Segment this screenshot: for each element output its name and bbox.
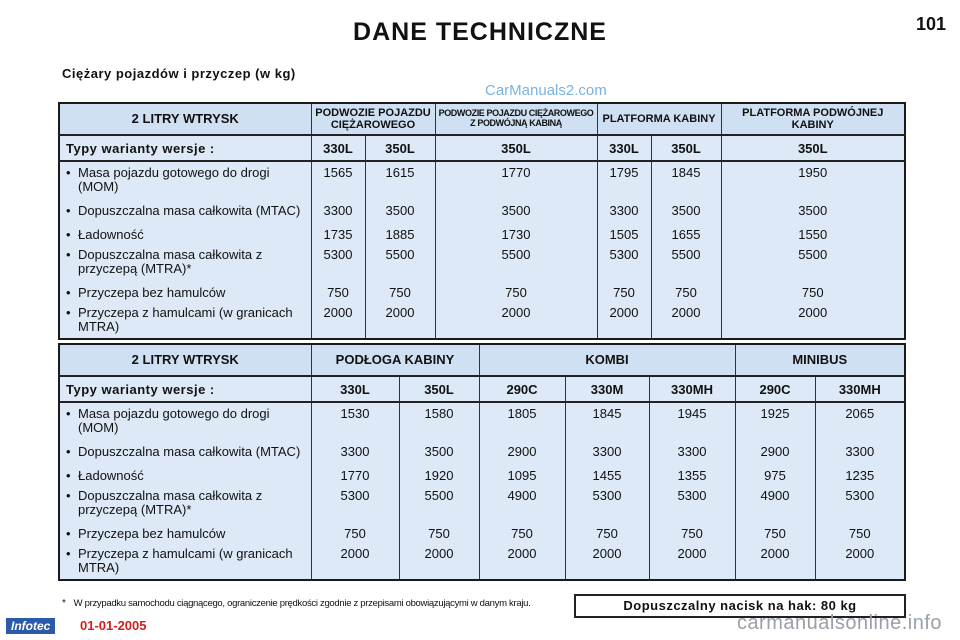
value-cell: 2000 <box>340 546 370 561</box>
value-cell: 2000 <box>671 305 701 320</box>
value-cell: 1550 <box>798 227 828 242</box>
weights-table-2 <box>58 343 906 581</box>
value-cell: 3300 <box>845 444 875 459</box>
value-cell: 5500 <box>501 247 531 262</box>
row-label: • Dopuszczalna masa całkowita z przyczepą (MTRA)* <box>66 248 307 276</box>
value-cell: 5300 <box>592 488 622 503</box>
value-cell: 750 <box>389 285 411 300</box>
value-cell: 5500 <box>385 247 415 262</box>
value-cell: 2900 <box>760 444 790 459</box>
value-cell: 1945 <box>677 406 707 421</box>
value-cell: 1235 <box>845 468 875 483</box>
value-column <box>311 402 399 580</box>
value-cell: 4900 <box>507 488 537 503</box>
value-cell: 2000 <box>385 305 415 320</box>
version-cell: 350L <box>365 135 435 161</box>
version-cell: 330MH <box>815 376 905 402</box>
versions-row <box>59 376 905 402</box>
value-cell: 5300 <box>323 247 353 262</box>
engine-header: 2 LITRY WTRYSK <box>59 344 311 376</box>
site-watermark: carmanualsonline.info <box>736 612 942 634</box>
value-cell: 750 <box>764 526 786 541</box>
row-label: • Ładowność <box>66 228 307 242</box>
data-body-row <box>59 161 905 339</box>
value-cell: 1885 <box>385 227 415 242</box>
value-column <box>815 402 905 580</box>
value-cell: 1735 <box>323 227 353 242</box>
value-cell: 5500 <box>671 247 701 262</box>
value-cell: 1355 <box>677 468 707 483</box>
value-cell: 750 <box>344 526 366 541</box>
value-cell: 3300 <box>323 203 353 218</box>
value-cell: 1805 <box>507 406 537 421</box>
weights-table-1 <box>58 102 906 340</box>
footnote <box>62 598 530 609</box>
value-cell: 750 <box>596 526 618 541</box>
value-cell: 3500 <box>424 444 454 459</box>
row-label: • Masa pojazdu gotowego do drogi (MOM) <box>66 407 307 435</box>
watermark-text: CarManuals2.com <box>485 82 607 99</box>
value-cell: 1615 <box>385 165 415 180</box>
value-cell: 2000 <box>845 546 875 561</box>
value-cell: 975 <box>764 468 786 483</box>
header-platform-double-cab: PLATFORMA PODWÓJNEJ KABINY <box>721 103 905 135</box>
value-column <box>365 161 435 339</box>
header-chassis-cab: PODWOZIE POJAZDU CIĘŻAROWEGO <box>311 103 435 135</box>
row-labels-cell <box>59 402 311 580</box>
value-cell: 1455 <box>592 468 622 483</box>
value-cell: 2000 <box>323 305 353 320</box>
data-body-row <box>59 402 905 580</box>
value-cell: 750 <box>848 526 871 541</box>
row-label: • Przyczepa z hamulcami (w granicach MTRA) <box>66 306 307 334</box>
value-cell: 1095 <box>507 468 537 483</box>
value-column <box>735 402 815 580</box>
value-column <box>651 161 721 339</box>
value-cell: 3500 <box>501 203 531 218</box>
value-cell: 5500 <box>798 247 828 262</box>
value-cell: 2000 <box>424 546 454 561</box>
value-cell: 5500 <box>424 488 454 503</box>
value-cell: 750 <box>327 285 349 300</box>
value-cell: 3300 <box>592 444 622 459</box>
row-label: • Ładowność <box>66 469 307 483</box>
value-cell: 3300 <box>677 444 707 459</box>
value-cell: 3500 <box>671 203 701 218</box>
header-kombi: KOMBI <box>479 344 735 376</box>
header-floor-cab: PODŁOGA KABINY <box>311 344 479 376</box>
value-cell: 750 <box>511 526 533 541</box>
header-minibus: MINIBUS <box>735 344 905 376</box>
value-column <box>721 161 905 339</box>
version-cell: 350L <box>721 135 905 161</box>
value-column <box>311 161 365 339</box>
row-label: • Dopuszczalna masa całkowita (MTAC) <box>66 204 307 218</box>
value-cell: 1565 <box>323 165 353 180</box>
footnote-marker: * <box>62 598 66 609</box>
version-cell: 350L <box>651 135 721 161</box>
row-label: • Przyczepa z hamulcami (w granicach MTRA) <box>66 547 307 575</box>
value-cell: 5300 <box>340 488 370 503</box>
brand-logo: Infotec <box>6 618 55 634</box>
value-cell: 2000 <box>609 305 639 320</box>
value-cell: 750 <box>428 526 450 541</box>
value-cell: 1925 <box>760 406 790 421</box>
table-header-row <box>59 344 905 376</box>
versions-label: Typy warianty wersje : <box>59 135 311 161</box>
value-cell: 750 <box>613 285 635 300</box>
value-cell: 2000 <box>592 546 622 561</box>
footnote-text: W przypadku samochodu ciągnącego, ograniczenie prędkości zgodnie z przepisami obowiązującymi w danym kraju. <box>73 598 531 609</box>
value-column <box>597 161 651 339</box>
value-cell: 1580 <box>424 406 454 421</box>
value-cell: 2000 <box>501 305 531 320</box>
value-cell: 3500 <box>385 203 415 218</box>
version-cell: 290C <box>479 376 565 402</box>
value-cell: 750 <box>801 285 824 300</box>
value-cell: 3500 <box>798 203 828 218</box>
value-column <box>565 402 649 580</box>
row-label: • Masa pojazdu gotowego do drogi (MOM) <box>66 166 307 194</box>
versions-row <box>59 135 905 161</box>
page-title: DANE TECHNICZNE <box>353 18 607 46</box>
row-label: • Przyczepa bez hamulców <box>66 527 307 541</box>
version-cell: 350L <box>399 376 479 402</box>
value-cell: 4900 <box>760 488 790 503</box>
value-column <box>649 402 735 580</box>
row-label: • Dopuszczalna masa całkowita (MTAC) <box>66 445 307 459</box>
value-cell: 2000 <box>507 546 537 561</box>
value-cell: 1730 <box>501 227 531 242</box>
value-column <box>479 402 565 580</box>
row-label: • Przyczepa bez hamulców <box>66 286 307 300</box>
value-cell: 1950 <box>798 165 828 180</box>
value-cell: 5300 <box>677 488 707 503</box>
value-cell: 1505 <box>609 227 639 242</box>
value-cell: 1655 <box>671 227 701 242</box>
page-number: 101 <box>915 14 946 34</box>
engine-header: 2 LITRY WTRYSK <box>59 103 311 135</box>
version-cell: 330L <box>311 376 399 402</box>
row-labels-cell <box>59 161 311 339</box>
value-cell: 750 <box>675 285 697 300</box>
value-cell: 2000 <box>760 546 790 561</box>
value-cell: 5300 <box>609 247 639 262</box>
value-cell: 2000 <box>798 305 828 320</box>
table-header-row <box>59 103 905 135</box>
section-subtitle: Ciężary pojazdów i przyczep (w kg) <box>62 66 296 81</box>
versions-label: Typy warianty wersje : <box>59 376 311 402</box>
hitch-load-box: Dopuszczalny nacisk na hak: 80 kg <box>574 594 906 618</box>
edition-date: 01-01-2005 <box>80 618 147 633</box>
value-cell: 1920 <box>424 468 454 483</box>
header-platform-cab: PLATFORMA KABINY <box>597 103 721 135</box>
value-cell: 750 <box>681 526 703 541</box>
value-cell: 3300 <box>340 444 370 459</box>
row-label: • Dopuszczalna masa całkowita z przyczepą (MTRA)* <box>66 489 307 517</box>
value-cell: 1530 <box>340 406 370 421</box>
value-cell: 750 <box>505 285 527 300</box>
value-cell: 1845 <box>671 165 701 180</box>
header-chassis-double-cab: PODWOZIE POJAZDU CIĘŻAROWEGO Z PODWÓJNĄ KABINĄ <box>435 103 597 135</box>
version-cell: 330L <box>597 135 651 161</box>
version-cell: 330MH <box>649 376 735 402</box>
value-cell: 1795 <box>609 165 639 180</box>
value-column <box>435 161 597 339</box>
value-cell: 2900 <box>507 444 537 459</box>
value-cell: 1845 <box>592 406 622 421</box>
version-cell: 330M <box>565 376 649 402</box>
version-cell: 330L <box>311 135 365 161</box>
version-cell: 290C <box>735 376 815 402</box>
value-cell: 1770 <box>501 165 531 180</box>
value-cell: 1770 <box>340 468 370 483</box>
value-cell: 3300 <box>609 203 639 218</box>
version-cell: 350L <box>435 135 597 161</box>
value-cell: 5300 <box>845 488 875 503</box>
value-column <box>399 402 479 580</box>
value-cell: 2065 <box>845 406 875 421</box>
value-cell: 2000 <box>677 546 707 561</box>
